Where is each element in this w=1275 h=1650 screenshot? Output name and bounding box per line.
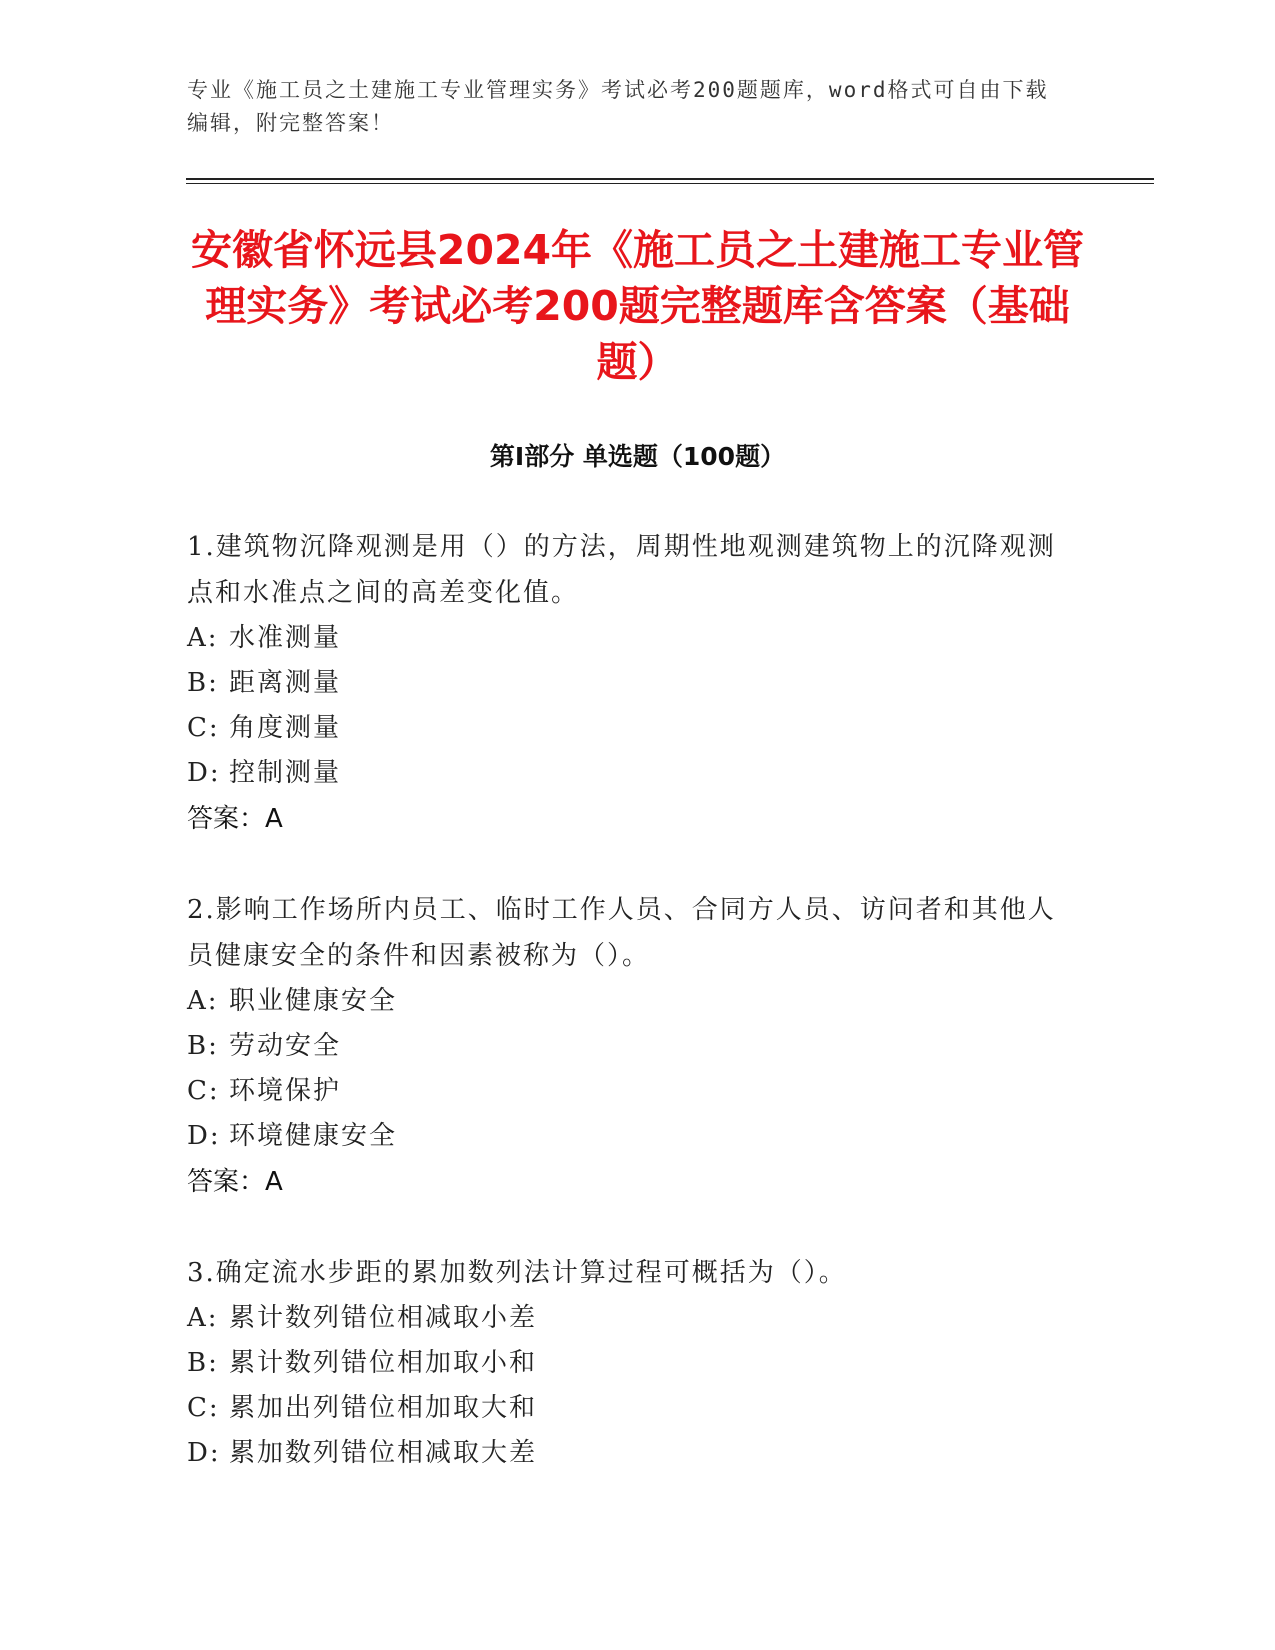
option-letter: D: — [187, 1121, 221, 1151]
option-text: 累计数列错位相减取小差 — [229, 1303, 538, 1333]
option-d — [187, 1431, 1067, 1476]
option-text: 累加出列错位相加取大和 — [229, 1393, 538, 1423]
option-b — [187, 1341, 1067, 1386]
option-c — [187, 1069, 1067, 1114]
question-3 — [187, 1250, 1067, 1476]
option-letter: A: — [187, 986, 219, 1016]
option-letter: A: — [187, 1303, 219, 1333]
option-text: 水准测量 — [229, 623, 342, 653]
option-letter: B: — [187, 1348, 219, 1378]
question-2 — [187, 887, 1067, 1205]
option-letter: D: — [187, 758, 221, 788]
answer-line: 答案：A — [187, 804, 283, 834]
question-1 — [187, 524, 1067, 842]
option-text: 劳动安全 — [229, 1031, 342, 1061]
section-title: 第Ⅰ部分 单选题（100题） — [489, 442, 786, 471]
option-b — [187, 661, 1067, 706]
option-c — [187, 1386, 1067, 1431]
option-a — [187, 979, 1067, 1024]
option-a — [187, 616, 1067, 661]
option-text: 环境保护 — [229, 1076, 342, 1106]
option-c — [187, 706, 1067, 751]
option-text: 控制测量 — [229, 758, 342, 788]
document-title: 安徽省怀远县2024年《施工员之土建施工专业管理实务》考试必考200题完整题库含答案（基础题） — [190, 226, 1085, 386]
option-text: 环境健康安全 — [229, 1121, 398, 1151]
header-divider-thick — [186, 178, 1154, 180]
question-stem: 2.影响工作场所内员工、临时工作人员、合同方人员、访问者和其他人员健康安全的条件和因素被称为（）。 — [187, 895, 1056, 971]
option-d — [187, 751, 1067, 796]
option-letter: D: — [187, 1438, 221, 1468]
option-b — [187, 1024, 1067, 1069]
option-letter: C: — [187, 1393, 220, 1423]
header-note: 专业《施工员之土建施工专业管理实务》考试必考200题题库，word格式可自由下载编辑，附完整答案！ — [187, 78, 1049, 135]
option-text: 累计数列错位相加取小和 — [229, 1348, 538, 1378]
option-letter: B: — [187, 668, 219, 698]
option-text: 距离测量 — [229, 668, 342, 698]
option-text: 职业健康安全 — [229, 986, 398, 1016]
answer-line: 答案：A — [187, 1167, 283, 1197]
option-text: 累加数列错位相减取大差 — [229, 1438, 538, 1468]
header-divider-thin — [186, 183, 1154, 184]
question-stem: 1.建筑物沉降观测是用（）的方法，周期性地观测建筑物上的沉降观测点和水准点之间的高差变化值。 — [187, 532, 1056, 608]
option-a — [187, 1296, 1067, 1341]
option-letter: C: — [187, 713, 220, 743]
option-letter: A: — [187, 623, 219, 653]
option-letter: B: — [187, 1031, 219, 1061]
option-letter: C: — [187, 1076, 220, 1106]
question-stem: 3.确定流水步距的累加数列法计算过程可概括为（）。 — [187, 1258, 847, 1288]
option-d — [187, 1114, 1067, 1159]
option-text: 角度测量 — [229, 713, 342, 743]
